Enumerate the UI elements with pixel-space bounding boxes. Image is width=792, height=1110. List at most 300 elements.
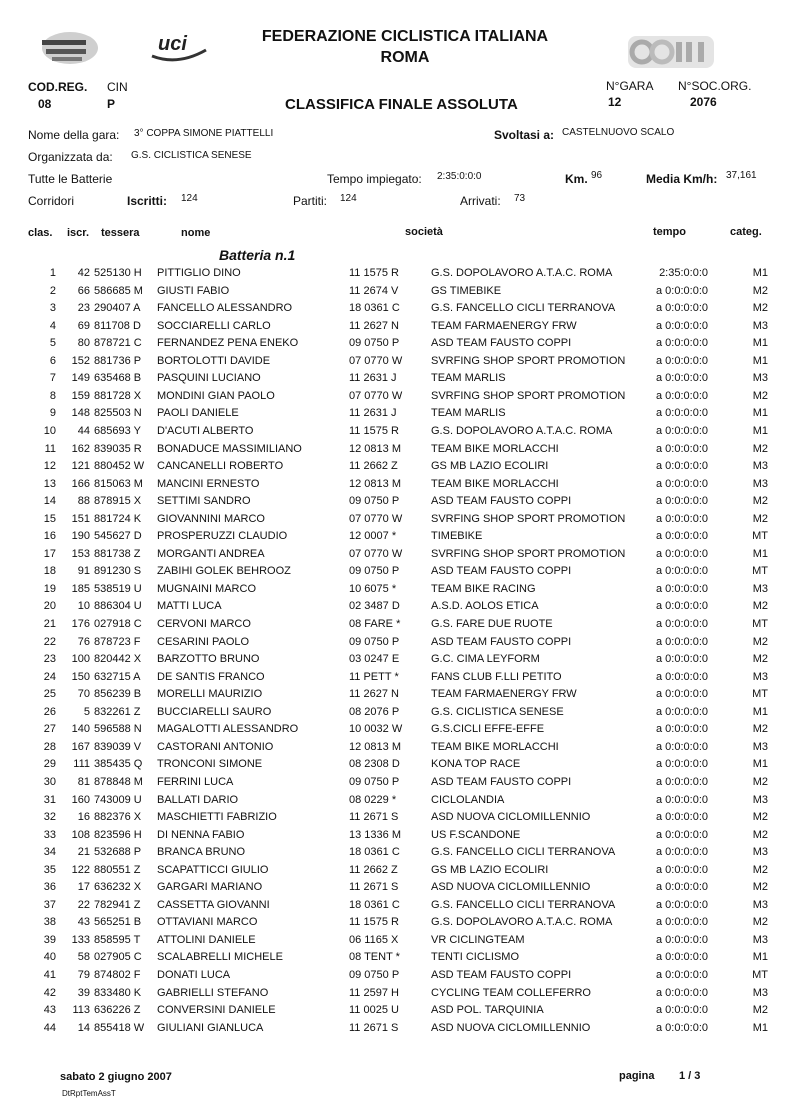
row-categ: M2 xyxy=(752,600,768,613)
row-nome: TRONCONI SIMONE xyxy=(157,758,263,771)
table-row xyxy=(0,706,792,724)
row-iscr: 42 xyxy=(77,267,90,279)
coni-logo xyxy=(626,32,716,72)
row-tessera: 881728 X xyxy=(94,389,142,402)
row-cod-soc: 10 0032 W xyxy=(349,723,403,736)
row-categ: M3 xyxy=(752,793,768,806)
row-clas: 7 xyxy=(49,372,56,385)
row-nome: BONADUCE MASSIMILIANO xyxy=(157,442,302,455)
row-cod-soc: 09 0750 P xyxy=(349,495,400,508)
row-clas: 22 xyxy=(43,635,56,648)
row-clas: 8 xyxy=(49,389,56,402)
row-tessera: 856239 B xyxy=(94,688,142,701)
row-cod-soc: 02 3487 D xyxy=(349,600,400,613)
table-row xyxy=(0,811,792,829)
table-row xyxy=(0,565,792,583)
table-row xyxy=(0,881,792,899)
row-iscr: 79 xyxy=(77,969,90,981)
row-categ: M1 xyxy=(752,337,768,350)
row-clas: 18 xyxy=(43,565,56,578)
row-iscr: 113 xyxy=(72,1004,90,1017)
arrived-label: Arrivati: xyxy=(460,194,501,208)
row-tempo: a 0:0:0:0:0 xyxy=(656,933,708,946)
row-iscr: 21 xyxy=(77,846,90,859)
row-tessera: 632715 A xyxy=(94,670,141,683)
table-row xyxy=(0,987,792,1005)
row-iscr: 44 xyxy=(77,424,90,437)
row-tessera: 027918 C xyxy=(94,618,142,630)
table-row xyxy=(0,899,792,917)
table-row xyxy=(0,460,792,478)
row-tempo: a 0:0:0:0:0 xyxy=(656,705,708,718)
row-clas: 32 xyxy=(43,811,56,824)
row-tempo: a 0:0:0:0:0 xyxy=(656,723,708,736)
table-row xyxy=(0,285,792,303)
row-societa: ASD POL. TARQUINIA xyxy=(431,1004,544,1017)
row-societa: G.S. FANCELLO CICLI TERRANOVA xyxy=(431,898,616,911)
row-tessera: 586685 M xyxy=(94,284,143,297)
row-tempo: a 0:0:0:0:0 xyxy=(656,389,708,402)
row-cod-soc: 08 2308 D xyxy=(349,758,400,771)
row-tempo: a 0:0:0:0:0 xyxy=(656,547,708,560)
table-row xyxy=(0,829,792,847)
row-tessera: 833480 K xyxy=(94,986,142,999)
row-tempo: a 0:0:0:0:0 xyxy=(656,319,708,332)
table-row xyxy=(0,723,792,741)
row-tempo: a 0:0:0:0:0 xyxy=(656,775,708,788)
row-societa: G.S. FANCELLO CICLI TERRANOVA xyxy=(431,302,616,315)
row-cod-soc: 18 0361 C xyxy=(349,846,400,859)
row-nome: PROSPERUZZI CLAUDIO xyxy=(157,530,288,543)
row-clas: 6 xyxy=(49,354,56,367)
col-header-tempo: tempo xyxy=(653,226,686,238)
row-tessera: 858595 T xyxy=(94,933,141,946)
row-categ: MT xyxy=(752,969,768,981)
row-tessera: 635468 B xyxy=(94,372,142,385)
row-clas: 12 xyxy=(43,460,56,473)
row-societa: CYCLING TEAM COLLEFERRO xyxy=(431,986,591,999)
row-tempo: a 0:0:0:0:0 xyxy=(656,653,708,666)
row-nome: GARGARI MARIANO xyxy=(157,881,263,894)
time-label: Tempo impiegato: xyxy=(327,172,422,186)
table-row xyxy=(0,267,792,285)
row-categ: M3 xyxy=(752,740,768,753)
row-societa: G.S. DOPOLAVORO A.T.A.C. ROMA xyxy=(431,267,613,279)
row-iscr: 166 xyxy=(71,477,90,490)
row-categ: M3 xyxy=(752,460,768,473)
table-row xyxy=(0,583,792,601)
row-tempo: a 0:0:0:0:0 xyxy=(656,688,708,701)
row-tessera: 525130 H xyxy=(94,267,142,279)
row-tempo: a 0:0:0:0:0 xyxy=(656,670,708,683)
row-nome: PAOLI DANIELE xyxy=(157,407,239,420)
row-societa: GS MB LAZIO ECOLIRI xyxy=(431,863,549,876)
row-tessera: 685693 Y xyxy=(94,424,141,437)
col-header-societa: società xyxy=(405,226,443,238)
row-cod-soc: 11 0025 U xyxy=(349,1004,399,1017)
table-row xyxy=(0,495,792,513)
federation-city: ROMA xyxy=(380,49,430,66)
cod-reg-value: 08 xyxy=(38,97,52,111)
row-societa: CICLOLANDIA xyxy=(431,793,505,806)
row-societa: TIMEBIKE xyxy=(431,530,483,543)
row-nome: GIOVANNINI MARCO xyxy=(157,512,265,525)
row-tempo: a 0:0:0:0:0 xyxy=(656,740,708,753)
row-cod-soc: 11 2631 J xyxy=(349,407,397,420)
page-title: CLASSIFICA FINALE ASSOLUTA xyxy=(285,96,518,113)
table-row xyxy=(0,302,792,320)
row-cod-soc: 11 2674 V xyxy=(349,284,399,297)
row-cod-soc: 11 2597 H xyxy=(349,986,399,999)
row-cod-soc: 11 2631 J xyxy=(349,372,397,385)
row-clas: 20 xyxy=(43,600,56,613)
row-clas: 26 xyxy=(43,705,56,718)
row-cod-soc: 09 0750 P xyxy=(349,635,400,648)
row-societa: G.S. FARE DUE RUOTE xyxy=(431,618,553,630)
row-clas: 34 xyxy=(43,846,56,859)
row-tessera: 881738 Z xyxy=(94,547,141,560)
row-tempo: a 0:0:0:0:0 xyxy=(656,407,708,420)
row-categ: MT xyxy=(752,565,768,578)
organizer-label: Organizzata da: xyxy=(28,150,113,164)
row-clas: 40 xyxy=(43,951,56,964)
row-categ: MT xyxy=(752,530,768,543)
row-categ: M3 xyxy=(752,670,768,683)
row-tempo: a 0:0:0:0:0 xyxy=(656,811,708,824)
row-categ: M1 xyxy=(752,758,768,771)
row-tempo: a 0:0:0:0:0 xyxy=(656,758,708,771)
row-cod-soc: 11 2627 N xyxy=(349,688,399,701)
row-categ: M1 xyxy=(752,267,768,279)
row-societa: TENTI CICLISMO xyxy=(431,951,520,964)
row-nome: SCALABRELLI MICHELE xyxy=(157,951,283,964)
row-tessera: 565251 B xyxy=(94,916,142,929)
row-tempo: a 0:0:0:0:0 xyxy=(656,793,708,806)
row-categ: M3 xyxy=(752,933,768,946)
row-categ: M2 xyxy=(752,811,768,824)
row-tempo: a 0:0:0:0:0 xyxy=(656,284,708,297)
row-nome: CANCANELLI ROBERTO xyxy=(157,460,284,473)
row-tempo: a 0:0:0:0:0 xyxy=(656,460,708,473)
row-societa: SVRFING SHOP SPORT PROMOTION xyxy=(431,354,626,367)
row-iscr: 70 xyxy=(77,688,90,701)
row-societa: G.S. DOPOLAVORO A.T.A.C. ROMA xyxy=(431,916,613,929)
row-clas: 31 xyxy=(43,793,56,806)
row-categ: M2 xyxy=(752,495,768,508)
row-tessera: 880551 Z xyxy=(94,863,141,876)
row-clas: 3 xyxy=(49,302,56,315)
row-nome: FERNANDEZ PENA ENEKO xyxy=(157,337,299,350)
row-iscr: 140 xyxy=(71,723,90,736)
table-row xyxy=(0,618,792,636)
row-cod-soc: 13 1336 M xyxy=(349,828,401,841)
row-societa: ASD TEAM FAUSTO COPPI xyxy=(431,635,572,648)
row-tempo: a 0:0:0:0:0 xyxy=(656,442,708,455)
row-tempo: a 0:0:0:0:0 xyxy=(656,582,708,595)
row-categ: M2 xyxy=(752,828,768,841)
row-nome: CERVONI MARCO xyxy=(157,618,251,630)
federation-name: FEDERAZIONE CICLISTICA ITALIANA xyxy=(261,28,549,45)
table-row xyxy=(0,355,792,373)
row-tempo: a 0:0:0:0:0 xyxy=(656,477,708,490)
row-societa: VR CICLINGTEAM xyxy=(431,933,525,946)
row-societa: FANS CLUB F.LLI PETITO xyxy=(431,670,562,683)
row-societa: TEAM MARLIS xyxy=(431,372,506,385)
row-clas: 36 xyxy=(43,881,56,894)
row-cod-soc: 03 0247 E xyxy=(349,653,400,666)
row-societa: ASD TEAM FAUSTO COPPI xyxy=(431,969,572,981)
row-clas: 2 xyxy=(49,284,56,297)
row-iscr: 69 xyxy=(77,319,90,332)
table-row xyxy=(0,741,792,759)
row-societa: TEAM BIKE MORLACCHI xyxy=(431,442,559,455)
row-nome: MASCHIETTI FABRIZIO xyxy=(157,811,277,824)
row-tempo: a 0:0:0:0:0 xyxy=(656,565,708,578)
row-tempo: a 0:0:0:0:0 xyxy=(656,951,708,964)
row-categ: M1 xyxy=(752,1021,768,1034)
row-societa: TEAM FARMAENERGY FRW xyxy=(431,319,577,332)
table-row xyxy=(0,846,792,864)
table-row xyxy=(0,478,792,496)
row-cod-soc: 08 0229 * xyxy=(349,793,397,806)
row-categ: MT xyxy=(752,688,768,701)
table-row xyxy=(0,951,792,969)
row-tessera: 538519 U xyxy=(94,582,142,595)
row-nome: SOCCIARELLI CARLO xyxy=(157,319,271,332)
row-categ: M2 xyxy=(752,1004,768,1017)
table-row xyxy=(0,653,792,671)
svg-text:uci: uci xyxy=(158,33,187,55)
row-categ: M3 xyxy=(752,477,768,490)
row-clas: 38 xyxy=(43,916,56,929)
row-tessera: 882376 X xyxy=(94,811,142,824)
row-clas: 29 xyxy=(43,758,56,771)
row-societa: TEAM BIKE RACING xyxy=(431,582,536,595)
row-iscr: 76 xyxy=(77,635,90,648)
page-label: pagina xyxy=(619,1070,655,1082)
row-cod-soc: 07 0770 W xyxy=(349,512,403,525)
row-tessera: 820442 X xyxy=(94,653,142,666)
row-societa: TEAM BIKE MORLACCHI xyxy=(431,740,559,753)
row-nome: DI NENNA FABIO xyxy=(157,828,245,841)
started-label: Partiti: xyxy=(293,194,328,208)
table-row xyxy=(0,794,792,812)
row-cod-soc: 09 0750 P xyxy=(349,775,400,788)
table-row xyxy=(0,969,792,987)
all-heats: Tutte le Batterie xyxy=(28,172,113,186)
row-nome: GIULIANI GIANLUCA xyxy=(157,1021,264,1034)
row-societa: G.S. FANCELLO CICLI TERRANOVA xyxy=(431,846,616,859)
row-nome: DONATI LUCA xyxy=(157,969,231,981)
row-nome: BALLATI DARIO xyxy=(157,793,239,806)
row-categ: M2 xyxy=(752,723,768,736)
row-tessera: 839035 R xyxy=(94,442,142,455)
row-clas: 21 xyxy=(43,618,56,630)
row-cod-soc: 11 2671 S xyxy=(349,811,399,824)
row-nome: SETTIMI SANDRO xyxy=(157,495,251,508)
row-tessera: 825503 N xyxy=(94,407,142,420)
row-cod-soc: 08 2076 P xyxy=(349,705,400,718)
km-value: 96 xyxy=(591,170,603,181)
row-tessera: 823596 H xyxy=(94,828,142,841)
table-row xyxy=(0,548,792,566)
row-nome: MATTI LUCA xyxy=(157,600,222,613)
row-tempo: a 0:0:0:0:0 xyxy=(656,898,708,911)
row-iscr: 58 xyxy=(77,951,90,964)
row-cod-soc: 11 1575 R xyxy=(349,916,399,929)
row-nome: MONDINI GIAN PAOLO xyxy=(157,389,275,402)
row-iscr: 185 xyxy=(71,582,90,595)
heat-title: Batteria n.1 xyxy=(219,247,296,263)
row-clas: 5 xyxy=(49,337,56,350)
row-societa: G.C. CIMA LEYFORM xyxy=(431,653,540,666)
row-tempo: a 0:0:0:0:0 xyxy=(656,495,708,508)
row-iscr: 80 xyxy=(77,337,90,350)
row-categ: M2 xyxy=(752,653,768,666)
row-cod-soc: 09 0750 P xyxy=(349,565,400,578)
arrived-value: 73 xyxy=(514,193,526,204)
row-iscr: 108 xyxy=(71,828,90,841)
row-societa: ASD NUOVA CICLOMILLENNIO xyxy=(431,1021,591,1034)
row-categ: MT xyxy=(752,618,768,630)
row-tessera: 839039 V xyxy=(94,740,142,753)
row-iscr: 162 xyxy=(71,442,90,455)
row-societa: KONA TOP RACE xyxy=(431,758,521,771)
row-clas: 15 xyxy=(43,512,56,525)
row-societa: G.S.CICLI EFFE-EFFE xyxy=(431,723,545,736)
table-row xyxy=(0,530,792,548)
row-nome: MORGANTI ANDREA xyxy=(157,547,265,560)
cin-value: P xyxy=(107,97,116,111)
row-iscr: 91 xyxy=(77,565,90,578)
table-row xyxy=(0,671,792,689)
table-row xyxy=(0,600,792,618)
row-clas: 11 xyxy=(44,442,56,455)
registered-value: 124 xyxy=(181,193,198,204)
row-clas: 10 xyxy=(43,424,56,437)
row-iscr: 148 xyxy=(71,407,90,420)
row-cod-soc: 07 0770 W xyxy=(349,354,403,367)
table-row xyxy=(0,407,792,425)
col-header-iscr: iscr. xyxy=(67,227,90,239)
row-clas: 14 xyxy=(43,495,56,508)
row-nome: PASQUINI LUCIANO xyxy=(157,372,261,385)
row-tempo: 2:35:0:0:0 xyxy=(659,267,708,279)
row-cod-soc: 07 0770 W xyxy=(349,389,403,402)
row-societa: TEAM BIKE MORLACCHI xyxy=(431,477,559,490)
row-tempo: a 0:0:0:0:0 xyxy=(656,302,708,315)
nsoc-label: N°SOC.ORG. xyxy=(678,79,752,93)
row-clas: 39 xyxy=(43,933,56,946)
row-categ: M3 xyxy=(752,582,768,595)
row-clas: 42 xyxy=(43,986,56,999)
row-societa: ASD TEAM FAUSTO COPPI xyxy=(431,565,572,578)
row-categ: M2 xyxy=(752,389,768,402)
row-nome: DE SANTIS FRANCO xyxy=(157,670,265,683)
row-iscr: 190 xyxy=(71,530,90,543)
row-cod-soc: 08 TENT * xyxy=(349,951,400,964)
row-categ: M3 xyxy=(752,846,768,859)
row-societa: SVRFING SHOP SPORT PROMOTION xyxy=(431,547,626,560)
row-tempo: a 0:0:0:0:0 xyxy=(656,1004,708,1017)
row-tessera: 880452 W xyxy=(94,460,145,473)
row-clas: 9 xyxy=(49,407,56,420)
race-name-label: Nome della gara: xyxy=(28,128,120,142)
row-iscr: 39 xyxy=(77,986,90,999)
row-clas: 35 xyxy=(43,863,56,876)
row-clas: 1 xyxy=(49,267,56,279)
row-tessera: 532688 P xyxy=(94,846,142,859)
row-tessera: 782941 Z xyxy=(94,898,141,911)
row-societa: SVRFING SHOP SPORT PROMOTION xyxy=(431,512,626,525)
row-tempo: a 0:0:0:0:0 xyxy=(656,863,708,876)
row-societa: A.S.D. AOLOS ETICA xyxy=(431,600,539,613)
row-categ: M3 xyxy=(752,898,768,911)
row-cod-soc: 09 0750 P xyxy=(349,969,400,981)
row-categ: M2 xyxy=(752,916,768,929)
table-row xyxy=(0,864,792,882)
row-categ: M3 xyxy=(752,319,768,332)
row-tempo: a 0:0:0:0:0 xyxy=(656,530,708,543)
row-cod-soc: 18 0361 C xyxy=(349,898,400,911)
table-row xyxy=(0,1004,792,1022)
row-nome: CASSETTA GIOVANNI xyxy=(157,898,270,911)
row-nome: FERRINI LUCA xyxy=(157,775,234,788)
row-clas: 4 xyxy=(49,319,56,332)
row-categ: M1 xyxy=(752,424,768,437)
row-societa: TEAM FARMAENERGY FRW xyxy=(431,688,577,701)
row-cod-soc: 11 2627 N xyxy=(349,319,399,332)
row-societa: G.S. CICLISTICA SENESE xyxy=(431,705,564,718)
row-clas: 23 xyxy=(43,653,56,666)
table-row xyxy=(0,513,792,531)
row-categ: M2 xyxy=(752,863,768,876)
row-cod-soc: 11 2671 S xyxy=(349,1021,399,1034)
row-iscr: 16 xyxy=(77,811,90,824)
row-nome: GIUSTI FABIO xyxy=(157,284,230,297)
row-clas: 33 xyxy=(43,828,56,841)
row-iscr: 133 xyxy=(71,933,90,946)
held-at-label: Svoltasi a: xyxy=(494,128,555,142)
row-iscr: 111 xyxy=(73,758,90,771)
row-nome: CONVERSINI DANIELE xyxy=(157,1004,276,1017)
row-iscr: 121 xyxy=(71,460,90,473)
row-categ: M2 xyxy=(752,442,768,455)
row-categ: M1 xyxy=(752,951,768,964)
row-iscr: 81 xyxy=(77,775,90,788)
row-tessera: 596588 N xyxy=(94,723,142,736)
row-nome: BRANCA BRUNO xyxy=(157,846,246,859)
row-categ: M3 xyxy=(752,986,768,999)
row-tempo: a 0:0:0:0:0 xyxy=(656,618,708,630)
row-societa: SVRFING SHOP SPORT PROMOTION xyxy=(431,389,626,402)
row-categ: M2 xyxy=(752,635,768,648)
row-categ: M1 xyxy=(752,354,768,367)
row-categ: M2 xyxy=(752,775,768,788)
uci-logo xyxy=(148,30,210,64)
page-number: 1 / 3 xyxy=(679,1070,701,1082)
report-code: DtRptTemAssT xyxy=(62,1089,116,1098)
row-categ: M2 xyxy=(752,284,768,297)
row-societa: GS TIMEBIKE xyxy=(431,284,502,297)
row-nome: MAGALOTTI ALESSANDRO xyxy=(157,723,299,736)
row-clas: 30 xyxy=(43,775,56,788)
table-row xyxy=(0,390,792,408)
organizer: G.S. CICLISTICA SENESE xyxy=(131,150,252,161)
held-at: CASTELNUOVO SCALO xyxy=(562,127,675,138)
row-categ: M1 xyxy=(752,547,768,560)
row-iscr: 66 xyxy=(77,284,90,297)
